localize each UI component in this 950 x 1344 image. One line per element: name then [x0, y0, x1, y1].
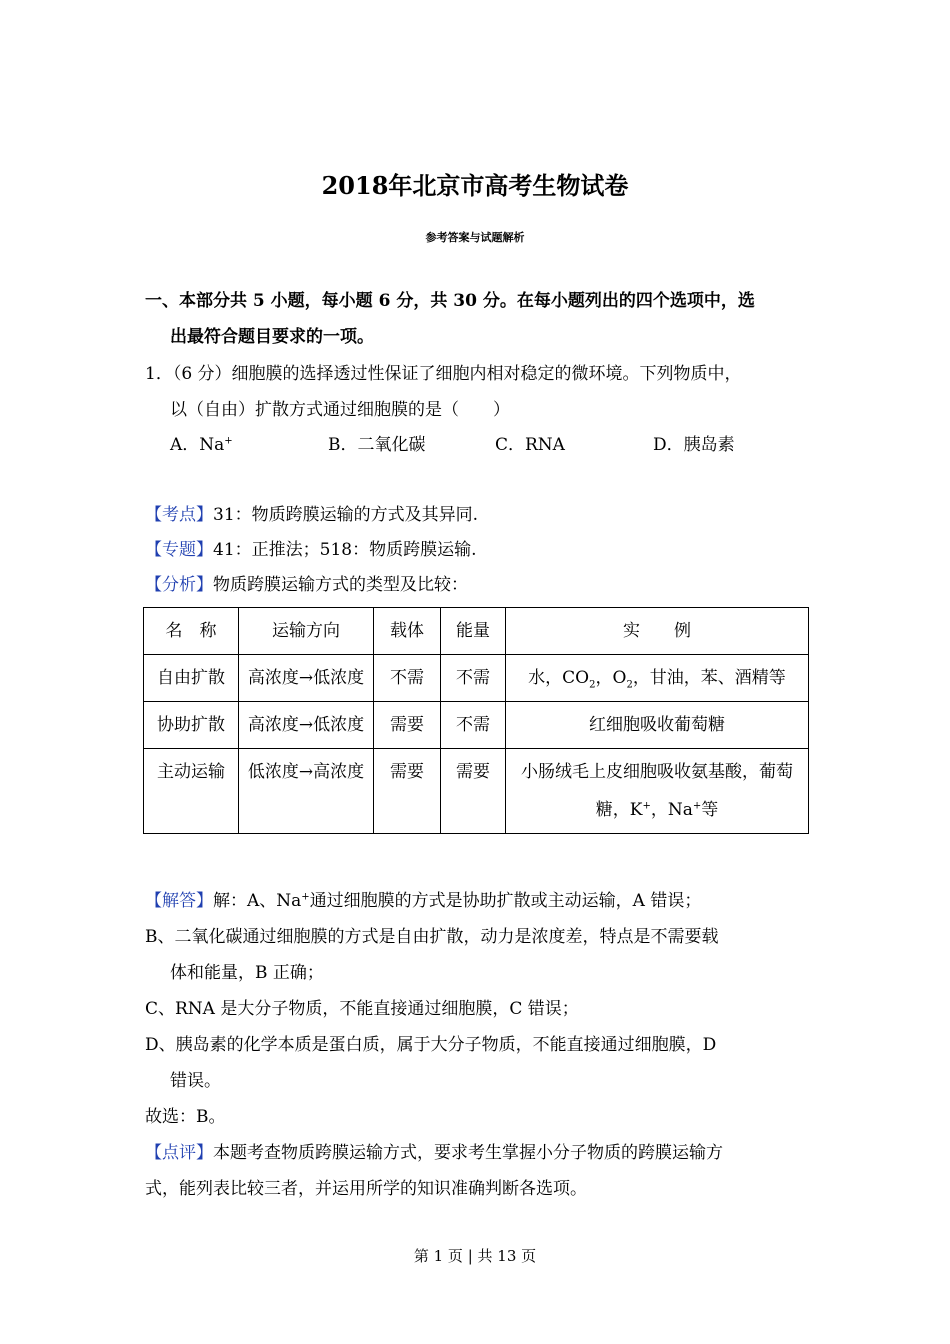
table-cell-example: 红细胞吸收葡萄糖	[506, 702, 809, 749]
option-a-superscript: +	[224, 435, 233, 447]
table-header-cell: 载体	[374, 608, 441, 655]
fenxi-tag: 【分析】	[145, 575, 213, 595]
table-cell-direction: 高浓度→低浓度	[239, 702, 374, 749]
example-text: 水，CO	[528, 668, 590, 688]
jieda-tag: 【解答】	[145, 891, 213, 911]
table-cell-energy: 需要	[441, 749, 506, 834]
kaodian-line	[145, 504, 478, 526]
transport-comparison-table	[143, 607, 809, 834]
answer-line-4: C、RNA 是大分子物质，不能直接通过细胞膜，C 错误；	[145, 999, 579, 1019]
table-cell-energy: 不需	[441, 655, 506, 702]
dianping-line-1	[145, 1142, 723, 1164]
table-cell-example	[506, 655, 809, 702]
fenxi-line	[145, 574, 468, 596]
answer-line-2: B、二氧化碳通过细胞膜的方式是自由扩散，动力是浓度差，特点是不需要载	[145, 927, 719, 947]
table-header-cell: 运输方向	[239, 608, 374, 655]
page-subtitle: 参考答案与试题解析	[425, 231, 525, 244]
zhuanti-tag: 【专题】	[145, 540, 213, 560]
answer-line-7: 故选：B。	[145, 1107, 226, 1127]
dianping-text: 本题考查物质跨膜运输方式，要求考生掌握小分子物质的跨膜运输方	[213, 1143, 723, 1163]
table-cell-direction: 高浓度→低浓度	[239, 655, 374, 702]
table-cell-example	[506, 749, 809, 834]
table-cell-carrier: 需要	[374, 702, 441, 749]
table-cell-name: 主动运输	[144, 749, 239, 834]
answer-line-3: 体和能量，B 正确；	[170, 963, 324, 983]
table-cell-carrier: 不需	[374, 655, 441, 702]
page-title: 2018年北京市高考生物试卷	[321, 171, 629, 200]
table-header-row	[144, 608, 809, 655]
table-row	[144, 702, 809, 749]
table-cell-name: 自由扩散	[144, 655, 239, 702]
kaodian-tag: 【考点】	[145, 505, 213, 525]
answer-text: 通过细胞膜的方式是协助扩散或主动运输，A 错误；	[309, 891, 702, 911]
dianping-line-2: 式，能列表比较三者，并运用所学的知识准确判断各选项。	[145, 1179, 587, 1199]
page-footer: 第 1 页 | 共 13 页	[413, 1247, 537, 1265]
table-header-cell: 能量	[441, 608, 506, 655]
table-cell-direction: 低浓度→高浓度	[239, 749, 374, 834]
question-stem-line-2: 以（自由）扩散方式通过细胞膜的是（ ）	[170, 400, 510, 420]
question-stem-line-1: 1．（6 分）细胞膜的选择透过性保证了细胞内相对稳定的微环境。下列物质中，	[145, 364, 742, 384]
example-subscript: 2	[589, 679, 596, 691]
example-subscript: 2	[626, 679, 633, 691]
example-text: ，甘油，苯、酒精等	[632, 668, 786, 688]
section-heading-line-1: 一、本部分共 5 小题，每小题 6 分，共 30 分。在每小题列出的四个选项中，选	[145, 291, 755, 311]
table-header-cell: 名 称	[144, 608, 239, 655]
zhuanti-line	[145, 539, 476, 561]
option-c: C．RNA	[495, 435, 565, 455]
example-text: ，Na	[650, 800, 693, 820]
zhuanti-text: 41：正推法；518：物质跨膜运输.	[213, 540, 477, 560]
option-b: B．二氧化碳	[328, 435, 426, 455]
example-text: ，O	[595, 668, 627, 688]
example-text: 等	[701, 800, 719, 820]
table-header-cell: 实 例	[506, 608, 809, 655]
fenxi-text: 物质跨膜运输方式的类型及比较：	[213, 575, 468, 595]
answer-line-1	[145, 890, 701, 912]
kaodian-text: 31：物质跨膜运输的方式及其异同.	[213, 505, 479, 525]
table-row	[144, 749, 809, 834]
table-cell-carrier: 需要	[374, 749, 441, 834]
dianping-tag: 【点评】	[145, 1143, 213, 1163]
example-superscript: +	[692, 800, 702, 812]
option-a	[170, 434, 233, 456]
example-superscript: +	[642, 800, 651, 812]
answer-text: 解：A、Na	[213, 891, 302, 911]
table-row	[144, 655, 809, 702]
option-a-text: A．Na	[170, 435, 225, 455]
table-cell-energy: 不需	[441, 702, 506, 749]
example-text: 小肠绒毛上皮细胞吸收氨基酸，葡萄糖，K	[521, 762, 793, 820]
table-cell-name: 协助扩散	[144, 702, 239, 749]
option-d: D．胰岛素	[653, 435, 735, 455]
section-heading-line-2: 出最符合题目要求的一项。	[170, 327, 374, 347]
answer-line-5: D、胰岛素的化学本质是蛋白质，属于大分子物质，不能直接通过细胞膜，D	[145, 1035, 717, 1055]
answer-line-6: 错误。	[170, 1071, 221, 1091]
answer-superscript: +	[301, 891, 310, 903]
